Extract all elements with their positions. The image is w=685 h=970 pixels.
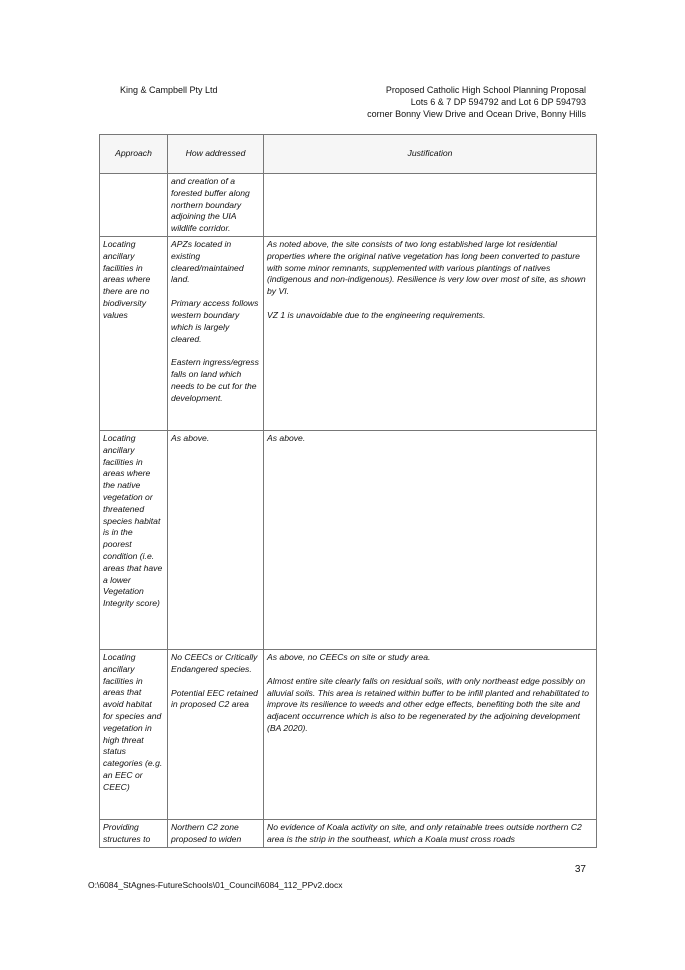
approach-column-header: Approach — [100, 135, 168, 174]
justification-cell — [264, 236, 597, 430]
header-company: King & Campbell Pty Ltd — [120, 85, 218, 95]
justification-cell: As above. — [264, 430, 597, 649]
justification-column-header: Justification — [264, 135, 597, 174]
approach-cell: Locating ancillary facilities in areas where the native vegetation or threatened species habitat is in the poorest condition (i.e. areas that have a lower Vegetation Integrity score) — [100, 430, 168, 649]
footer-file-path: O:\6084_StAgnes-FutureSchools\01_Council\6084_112_PPv2.docx — [88, 880, 343, 890]
how-addressed-paragraph: Primary access follows western boundary which is largely cleared. — [171, 298, 259, 344]
approach-cell — [100, 174, 168, 237]
header-lots: Lots 6 & 7 DP 594792 and Lot 6 DP 594793 — [410, 97, 586, 107]
approach-cell: Locating ancillary facilities in areas where there are no biodiversity values — [100, 236, 168, 430]
how-addressed-cell: As above. — [168, 430, 264, 649]
table-row — [100, 236, 597, 430]
how-addressed-cell — [168, 649, 264, 819]
header-project-info — [266, 84, 586, 120]
table-row — [100, 174, 597, 237]
justification-paragraph: Almost entire site clearly falls on residual soils, with only northeast edge possibly on alluvial soils. This area is retained within buffer to be infill planted and rehabilitated to improve its resilience to weeds and other edge effects, benefiting both the site and adjacent occurrence which is also to be regenerated by the adjoining development (BA 2020). — [267, 675, 589, 733]
justification-paragraph: As noted above, the site consists of two long established large lot residential properties where the original native vegetation has long been converted to pasture with some minor remnants, supplemented with various plantings of natives (indigenous and non-indigenous). Resilience is very low over most of site, as shown by VI. — [267, 238, 586, 297]
how-addressed-cell — [168, 236, 264, 430]
how-addressed-paragraph: Potential EEC retained in proposed C2 area — [171, 687, 258, 710]
justification-paragraph: As above, no CEECs on site or study area. — [267, 651, 431, 662]
justification-cell — [264, 174, 597, 237]
table-row — [100, 430, 597, 649]
how-addressed-cell: and creation of a forested buffer along northern boundary adjoining the UIA wildlife corridor. — [168, 174, 264, 237]
justification-cell — [264, 649, 597, 819]
justification-cell: No evidence of Koala activity on site, and only retainable trees outside northern C2 area is the strip in the southeast, which a Koala must cross roads — [264, 819, 597, 847]
table-row — [100, 819, 597, 847]
approach-cell: Locating ancillary facilities in areas that avoid habitat for species and vegetation in high threat status categories (e.g. an EEC or CEEC) — [100, 649, 168, 819]
table-row — [100, 649, 597, 819]
table-header-row — [100, 135, 597, 174]
how-addressed-paragraph: Eastern ingress/egress falls on land which needs to be cut for the development. — [171, 357, 259, 403]
header-project-title: Proposed Catholic High School Planning Proposal — [385, 85, 586, 95]
how-addressed-column-header: How addressed — [168, 135, 264, 174]
how-addressed-paragraph: APZs located in existing cleared/maintained land. — [171, 238, 244, 285]
justification-paragraph: VZ 1 is unavoidable due to the engineering requirements. — [267, 309, 486, 320]
approach-cell: Providing structures to — [100, 819, 168, 847]
how-addressed-paragraph: No CEECs or Critically Endangered species. — [171, 651, 258, 674]
approach-table — [99, 134, 597, 848]
page-number: 37 — [574, 864, 586, 875]
how-addressed-cell: Northern C2 zone proposed to widen — [168, 819, 264, 847]
header-location: corner Bonny View Drive and Ocean Drive, Bonny Hills — [367, 109, 586, 119]
